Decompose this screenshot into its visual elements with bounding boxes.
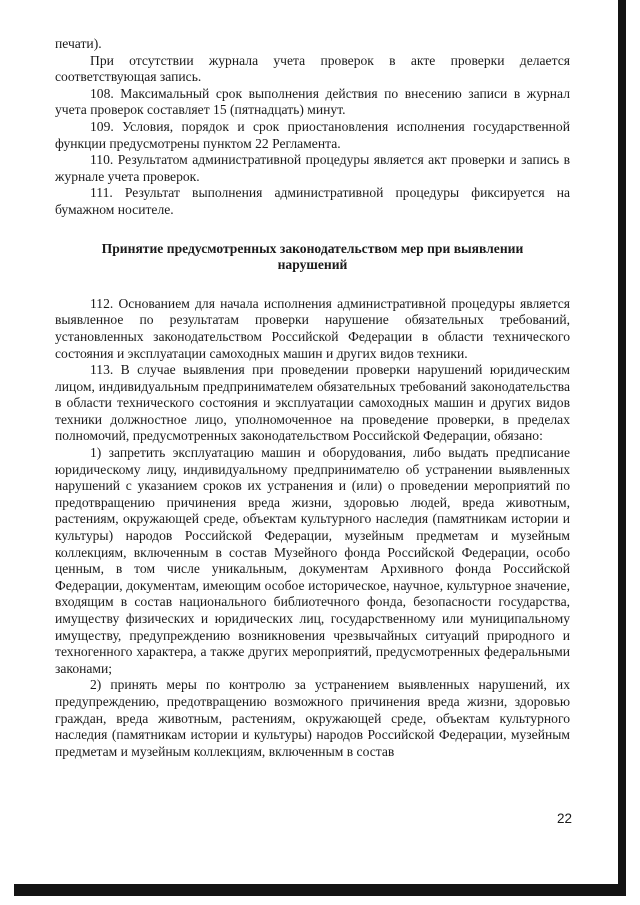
- scan-edge-right: [618, 0, 626, 893]
- paragraph: 111. Результат выполнения административной процедуры фиксируется на бумажном носителе.: [55, 185, 570, 217]
- list-item: 1) запретить эксплуатацию машин и оборудования, либо выдать предписание юридическому лицу, индивидуальному предпринимателю об устранении выявленных нарушений с указанием сроков их устранения и (или) о проведении мероприятий по предотвращению причинения вреда жизни, здоровью людей, вреда животным, растениям, окружающей среде, объектам культурного наследия (памятникам истории и культуры) народов Российской Федерации, музейным предметам и музейным коллекциям, включенным в состав Музейного фонда Российской Федерации, особо ценным, в том числе уникальным, документам Архивного фонда Российской Федерации, документам, имеющим особое историческое, научное, культурное значение, входящим в состав национального библиотечного фонда, безопасности государства, имуществу физических и юридических лиц, государственному или муниципальному имуществу, предупреждению возникновения чрезвычайных ситуаций природного и техногенного характера, а также других мероприятий, предусмотренных федеральными законами;: [55, 445, 570, 676]
- section-heading: Принятие предусмотренных законодательством мер при выявлении нарушений: [101, 240, 524, 273]
- paragraph: При отсутствии журнала учета проверок в акте проверки делается соответствующая запись.: [55, 52, 570, 85]
- paragraph: 113. В случае выявления при проведении проверки нарушений юридическим лицом, индивидуальным предпринимателем обязательных требований законодательства в области технического состояния и эксплуатации самоходных машин и других видов техники должностное лицо, уполномоченное на проведение проверки, в пределах полномочий, предусмотренных законодательством Российской Федерации, обязано:: [55, 362, 570, 444]
- paragraph: 110. Результатом административной процедуры является акт проверки и запись в журнале учета проверок.: [55, 152, 570, 184]
- paragraph: печати).: [55, 36, 102, 51]
- paragraph: 108. Максимальный срок выполнения действия по внесению записи в журнал учета проверок составляет 15 (пятнадцать) минут.: [55, 85, 570, 118]
- document-body: [55, 36, 570, 760]
- page-number: 22: [556, 811, 572, 826]
- paragraph: 109. Условия, порядок и срок приостановления исполнения государственной функции предусмотрены пунктом 22 Регламента.: [55, 118, 570, 151]
- scan-edge-bottom: [14, 884, 626, 896]
- paragraph: 112. Основанием для начала исполнения административной процедуры является выявленное по результатам проверки нарушение обязательных требований, установленных законодательством Российской Федерации в области технического состояния и эксплуатации самоходных машин и других видов техники.: [55, 295, 570, 361]
- list-item: 2) принять меры по контролю за устранением выявленных нарушений, их предупреждению, предотвращению возможного причинения вреда жизни, здоровью граждан, вреда животным, растениям, окружающей среде, объектам культурного наследия (памятникам истории и культуры) народов Российской Федерации, музейным предметам и музейным коллекциям, включенным в состав: [55, 677, 570, 759]
